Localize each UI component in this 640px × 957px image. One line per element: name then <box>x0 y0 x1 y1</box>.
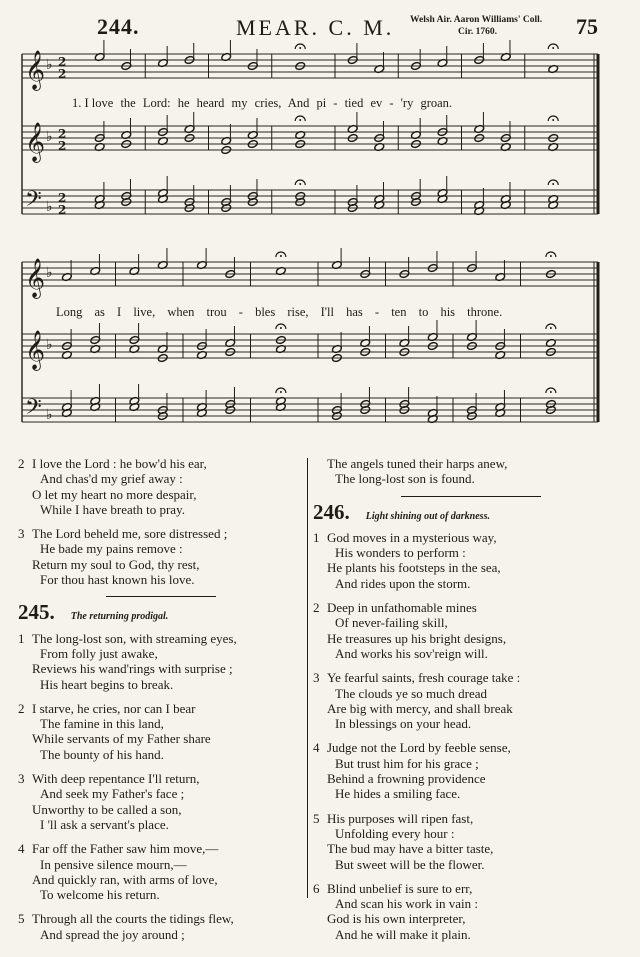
verse-text: Ye fearful saints, fresh courage take : <box>327 670 521 686</box>
verse-line <box>18 872 303 887</box>
stanza <box>18 841 303 902</box>
hymn-heading <box>313 499 628 524</box>
fermata-dot <box>280 327 282 329</box>
verse-text: Far off the Father saw him move,— <box>32 841 219 857</box>
verse-line <box>18 631 303 646</box>
hymn-heading <box>18 600 303 625</box>
bass-clef-icon: 𝄢 <box>25 187 42 217</box>
verse-number: 5 <box>313 810 320 826</box>
verse-text: And scan his work in vain : <box>335 896 478 912</box>
stanza <box>18 631 303 692</box>
fermata-dot <box>552 47 554 49</box>
verse-line <box>313 631 628 646</box>
verse-line <box>313 716 628 731</box>
stanza-continuation <box>313 456 628 487</box>
verse-text: With deep repentance I'll return, <box>32 771 200 787</box>
verse-line <box>18 541 303 556</box>
flat-icon: ♭ <box>46 199 53 215</box>
verse-text: The bounty of his hand. <box>40 746 164 762</box>
verse-text: And works his sov'reign will. <box>335 645 488 661</box>
verse-text: The Lord beheld me, sore distressed ; <box>32 526 228 542</box>
verse-text: And quickly ran, with arms of love, <box>32 871 218 887</box>
verse-line <box>18 887 303 902</box>
verse-line <box>313 811 628 826</box>
verse-text: Judge not the Lord by feeble sense, <box>327 740 511 756</box>
verse-line <box>313 545 628 560</box>
bass-clef-icon: 𝄢 <box>25 395 42 425</box>
verse-text: In pensive silence mourn,— <box>40 856 187 872</box>
verse-line <box>313 857 628 872</box>
stanza <box>18 911 303 942</box>
verse-line <box>18 911 303 926</box>
fermata-dot <box>299 119 301 121</box>
right-column <box>313 456 628 951</box>
verse-text: To welcome his return. <box>40 887 160 903</box>
verse-line <box>313 560 628 575</box>
verse-text: O let my heart no more despair, <box>32 486 197 502</box>
verse-text: And chas'd my grief away : <box>40 471 183 487</box>
verse-line <box>313 670 628 685</box>
verse-line <box>313 896 628 911</box>
verse-line <box>313 686 628 701</box>
verse-text: His wonders to perform : <box>335 545 466 561</box>
verse-text: He hides a smiling face. <box>335 786 461 802</box>
verse-text: I starve, he cries, nor can I bear <box>32 700 196 716</box>
lyric-line-1 <box>72 96 452 111</box>
lyric-text: Long as I live, when trou - bles rise, I'll has - ten to his throne. <box>56 305 503 319</box>
tune-date: Cir. 1760. <box>458 27 497 37</box>
flat-icon: ♭ <box>46 337 53 353</box>
verse-text: From folly just awake, <box>40 645 158 661</box>
verse-line <box>313 927 628 942</box>
verse-text: The famine in this land, <box>40 716 164 732</box>
verse-line <box>18 701 303 716</box>
verse-text: In blessings on your head. <box>335 716 472 732</box>
verse-text: Unfolding every hour : <box>335 825 455 841</box>
fermata-dot <box>280 391 282 393</box>
verse-line <box>313 600 628 615</box>
verse-line <box>313 576 628 591</box>
fermata-dot <box>550 391 552 393</box>
verse-line <box>18 502 303 517</box>
hymn-number: 244. <box>97 14 140 39</box>
verse-text: He bade my pains remove : <box>40 541 183 557</box>
tune-title: MEAR. C. M. <box>236 15 395 40</box>
hymn-number: 246. <box>313 499 350 524</box>
verse-line <box>18 771 303 786</box>
verse-number: 1 <box>18 630 25 646</box>
verse-line <box>18 557 303 572</box>
verse-text: And seek my Father's face ; <box>40 786 185 802</box>
section-rule <box>401 496 541 497</box>
flat-icon: ♭ <box>46 129 53 145</box>
verse-line <box>18 817 303 832</box>
column-divider <box>307 458 308 898</box>
verse-number: 6 <box>313 880 320 896</box>
time-signature: 2 <box>58 203 67 217</box>
time-signature: 2 <box>58 139 67 153</box>
verse-number: 1 <box>313 529 320 545</box>
verse-line <box>18 526 303 541</box>
verse-text: God moves in a mysterious way, <box>327 529 497 545</box>
verse-text: Return my soul to God, thy rest, <box>32 556 200 572</box>
flat-icon: ♭ <box>46 407 53 423</box>
verse-text: I 'll ask a servant's place. <box>40 816 169 832</box>
verse-line <box>18 802 303 817</box>
section-rule <box>106 596 216 597</box>
verse-number: 2 <box>18 456 25 471</box>
stanza <box>18 771 303 832</box>
stanza <box>313 600 628 661</box>
fermata-dot <box>299 183 301 185</box>
treble-clef-icon: 𝄞 <box>25 50 46 90</box>
verse-line <box>313 786 628 801</box>
verse-line: The angels tuned their harps anew, <box>327 456 508 471</box>
verse-text: He plants his footsteps in the sea, <box>327 560 501 576</box>
stanza <box>313 881 628 942</box>
fermata-dot <box>552 183 554 185</box>
verse-line <box>18 456 303 471</box>
fermata-dot <box>550 327 552 329</box>
time-signature: 2 <box>58 191 67 205</box>
time-signature: 2 <box>58 67 67 81</box>
flat-icon: ♭ <box>46 265 53 281</box>
verse-text: But sweet will be the flower. <box>335 856 485 872</box>
verse-text: He treasures up his bright designs, <box>327 630 507 646</box>
lyric-lead: 1. I <box>72 96 89 110</box>
treble-clef-icon: 𝄞 <box>25 330 46 370</box>
lyric-line-2 <box>56 305 502 320</box>
verse-text: His heart begins to break. <box>40 676 174 692</box>
stanza <box>313 530 628 591</box>
time-signature: 2 <box>58 127 67 141</box>
verse-text: I love the Lord : he bow'd his ear, <box>32 456 207 471</box>
verse-line <box>313 826 628 841</box>
verse-line <box>18 646 303 661</box>
verse-line <box>313 615 628 630</box>
verse-line <box>313 771 628 786</box>
verse-text: The clouds ye so much dread <box>335 685 487 701</box>
treble-clef-icon: 𝄞 <box>25 258 46 298</box>
music-score <box>0 0 640 450</box>
fermata-dot <box>552 119 554 121</box>
verse-number: 3 <box>18 771 25 787</box>
verse-line <box>18 786 303 801</box>
verse-line <box>18 487 303 502</box>
treble-clef-icon: 𝄞 <box>25 122 46 162</box>
verse-text: And spread the joy around ; <box>40 926 185 942</box>
verse-text: Of never-failing skill, <box>335 615 448 631</box>
stanza <box>18 456 303 517</box>
verse-text: God is his own interpreter, <box>327 911 466 927</box>
verse-line <box>313 841 628 856</box>
flat-icon: ♭ <box>46 57 53 73</box>
stanza <box>313 670 628 731</box>
verse-line <box>18 661 303 676</box>
verse-line <box>313 740 628 755</box>
time-signature: 2 <box>58 55 67 69</box>
verse-line <box>18 471 303 486</box>
verse-line <box>18 841 303 856</box>
verse-line <box>18 731 303 746</box>
verse-text: For thou hast known his love. <box>40 572 195 588</box>
verse-text: Reviews his wand'rings with surprise ; <box>32 661 233 677</box>
verse-number: 2 <box>313 600 320 616</box>
verse-line <box>313 530 628 545</box>
verse-number: 4 <box>313 740 320 756</box>
verse-text: Deep in unfathomable mines <box>327 600 477 616</box>
page-number: 75 <box>576 14 598 39</box>
verse-text: While I have breath to pray. <box>40 501 185 517</box>
verse-line <box>18 747 303 762</box>
verse-text: Unworthy to be called a son, <box>32 801 182 817</box>
hymn-number: 245. <box>18 600 55 625</box>
verse-line: The long-lost son is found. <box>335 471 475 487</box>
stanza <box>313 811 628 872</box>
fermata-dot <box>550 255 552 257</box>
verse-line <box>313 756 628 771</box>
verse-text: Blind unbelief is sure to err, <box>327 880 473 896</box>
verse-line <box>313 646 628 661</box>
verse-text: The bud may have a bitter taste, <box>327 841 494 857</box>
verse-text: Behind a frowning providence <box>327 771 486 787</box>
lyric-text: love the Lord: he heard my cries, And pi - tied ev - 'ry groan. <box>91 96 453 110</box>
verse-number: 2 <box>18 700 25 716</box>
verse-text: But trust him for his grace ; <box>335 755 479 771</box>
verse-line <box>18 677 303 692</box>
verse-number: 3 <box>313 670 320 686</box>
tune-attribution: Welsh Air. Aaron Williams' Coll. <box>410 15 543 25</box>
verse-number: 5 <box>18 911 25 927</box>
verse-text: And rides upon the storm. <box>335 575 471 591</box>
hymn-title: Light shining out of darkness. <box>365 510 490 522</box>
verse-text: While servants of my Father share <box>32 731 211 747</box>
verse-text: And he will make it plain. <box>335 926 471 942</box>
fermata-dot <box>299 47 301 49</box>
verse-line <box>18 716 303 731</box>
stanza <box>18 526 303 587</box>
verse-line <box>313 701 628 716</box>
fermata-dot <box>280 255 282 257</box>
left-column <box>18 456 303 951</box>
verse-line <box>313 911 628 926</box>
stanza <box>18 701 303 762</box>
verse-line <box>18 857 303 872</box>
verse-number: 3 <box>18 526 25 542</box>
verse-line <box>18 927 303 942</box>
verse-line <box>18 572 303 587</box>
hymn-title: The returning prodigal. <box>70 611 169 623</box>
verse-text: Through all the courts the tidings flew, <box>32 911 234 927</box>
verse-text: The long-lost son, with streaming eyes, <box>32 630 237 646</box>
verse-line <box>313 881 628 896</box>
verse-text: Are big with mercy, and shall break <box>327 700 513 716</box>
stanza <box>313 740 628 801</box>
verse-text: His purposes will ripen fast, <box>327 810 474 826</box>
verse-number: 4 <box>18 841 25 857</box>
